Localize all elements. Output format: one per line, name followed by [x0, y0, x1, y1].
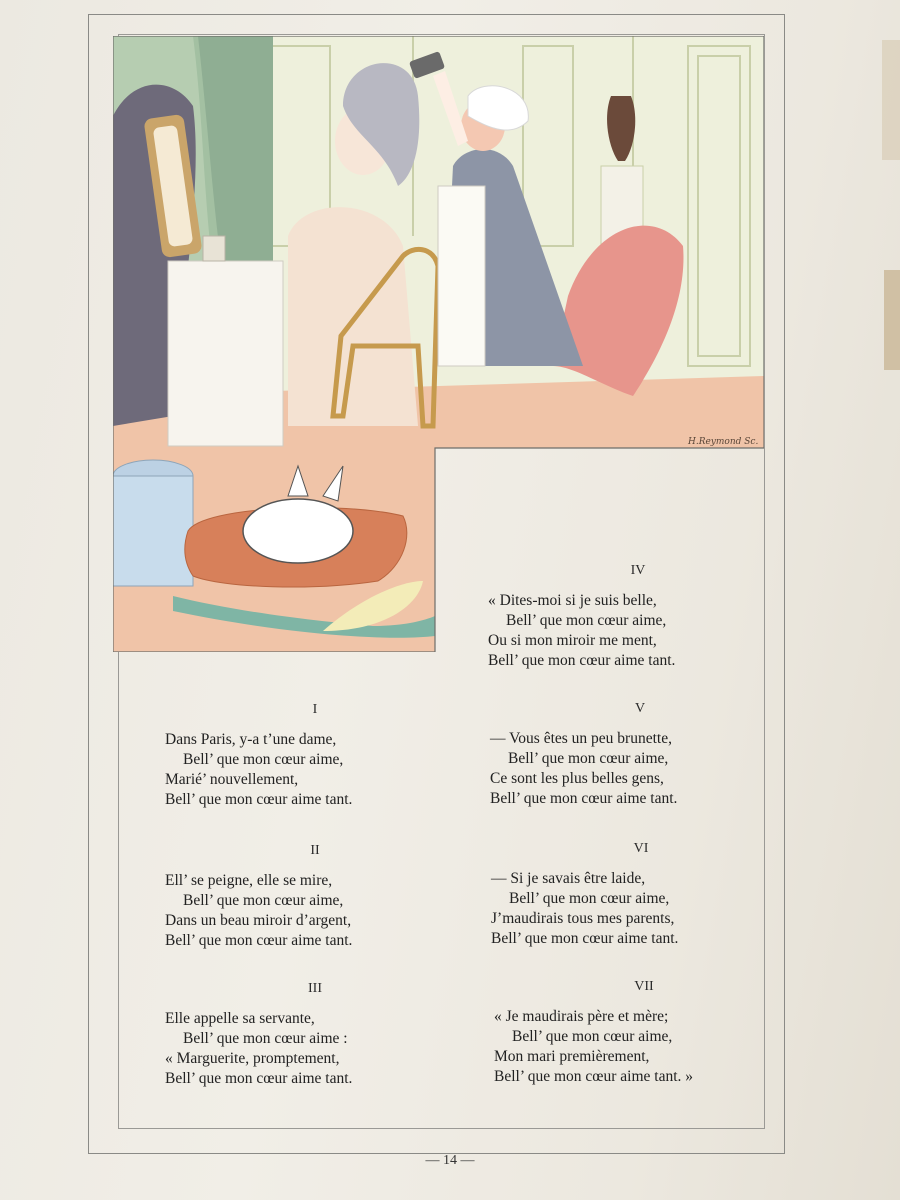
verse-line: Mon mari premièrement, — [494, 1048, 650, 1065]
stanza — [165, 981, 465, 1089]
stanza-numeral: V — [634, 701, 646, 716]
verse-line: Marié’ nouvellement, — [165, 771, 299, 788]
verse-line: Bell’ que mon cœur aime, — [183, 892, 344, 909]
verse-line: Bell’ que mon cœur aime, — [183, 751, 344, 768]
verse-line: — Si je savais être laide, — [491, 870, 646, 887]
stanza — [488, 563, 788, 671]
page-number: — 14 — — [425, 1153, 475, 1168]
stanza — [491, 841, 791, 949]
verse-line: — Vous êtes un peu brunette, — [490, 730, 672, 747]
verse-line: Dans Paris, y-a t’une dame, — [165, 731, 337, 748]
verse-line: Bell’ que mon cœur aime tant. — [165, 1070, 353, 1087]
stanza — [165, 702, 465, 810]
stanza — [494, 979, 794, 1087]
verse-line: Dans un beau miroir d’argent, — [165, 912, 352, 929]
stanza-numeral: III — [308, 981, 322, 996]
verse-line: « Marguerite, promptement, — [165, 1050, 340, 1067]
verse-line: « Dites-moi si je suis belle, — [488, 592, 657, 609]
maid-apron — [438, 186, 485, 366]
dressing-table — [168, 261, 283, 446]
paper-stain — [882, 40, 900, 160]
verse-line: Bell’ que mon cœur aime tant. — [490, 790, 678, 807]
stanza — [165, 843, 465, 951]
verse-line: Ce sont les plus belles gens, — [490, 770, 664, 787]
verse-line: « Je maudirais père et mère; — [494, 1008, 669, 1025]
verse-line: Bell’ que mon cœur aime tant. » — [494, 1068, 694, 1085]
verse-line: Ou si mon miroir me ment, — [488, 632, 657, 649]
dog — [243, 499, 353, 563]
verse-line: Bell’ que mon cœur aime, — [512, 1028, 673, 1045]
verse-line: J’maudirais tous mes parents, — [491, 910, 675, 927]
verse-line: Bell’ que mon cœur aime tant. — [491, 930, 679, 947]
verse-line: Bell’ que mon cœur aime, — [508, 750, 669, 767]
stanza-numeral: I — [312, 702, 318, 717]
verse-line: Bell’ que mon cœur aime, — [506, 612, 667, 629]
artist-signature: H.Reymond Sc. — [688, 437, 759, 447]
verse-line: Elle appelle sa servante, — [165, 1010, 315, 1027]
stanza-numeral: VI — [633, 841, 649, 856]
stanza — [490, 701, 790, 809]
verse-line: Bell’ que mon cœur aime tant. — [488, 652, 676, 669]
verse-line: Bell’ que mon cœur aime, — [509, 890, 670, 907]
verse-line: Bell’ que mon cœur aime : — [183, 1030, 348, 1047]
illustration — [113, 36, 764, 652]
verse-line: Bell’ que mon cœur aime tant. — [165, 932, 353, 949]
verse-line: Ell’ se peigne, elle se mire, — [165, 872, 333, 889]
verse-line: Bell’ que mon cœur aime tant. — [165, 791, 353, 808]
paper-stain — [884, 270, 900, 370]
stanza-numeral: II — [310, 843, 320, 858]
stanza-numeral: IV — [630, 563, 646, 578]
stanza-numeral: VII — [634, 979, 654, 994]
